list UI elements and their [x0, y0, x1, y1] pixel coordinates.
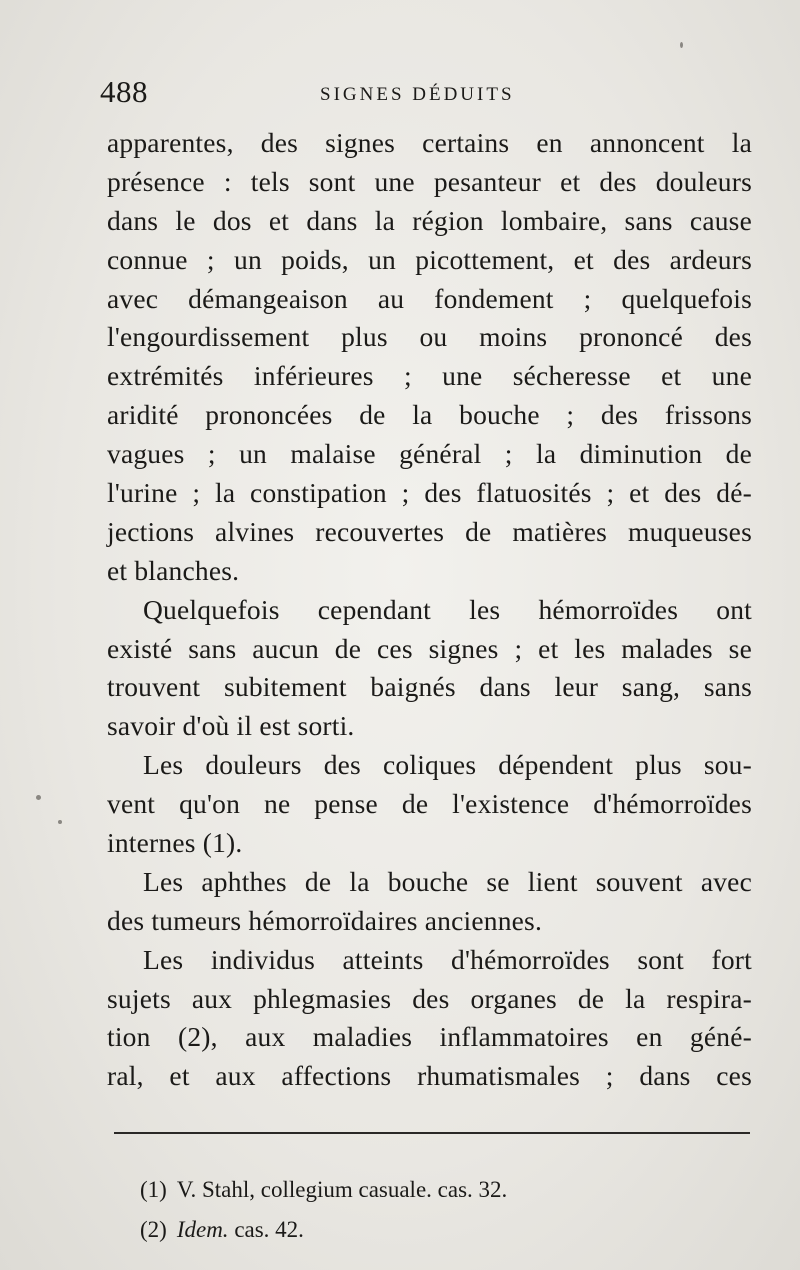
footnote-text: cas. 42. — [234, 1217, 304, 1242]
text-line: vagues ; un malaise général ; la diminution de — [107, 438, 752, 470]
text-line: apparentes, des signes certains en annoncent la — [107, 127, 752, 158]
footnote-1 — [140, 1170, 750, 1210]
text-line: extrémités inférieures ; une sécheresse et une — [107, 360, 752, 392]
text-line: et blanches. — [107, 554, 240, 586]
text-line: sujets aux phlegmasies des organes de la respira- — [107, 982, 752, 1014]
text-line: Les aphthes de la bouche se lient souvent avec — [143, 865, 752, 897]
paper-speck — [58, 820, 62, 824]
text-line: trouvent subitement baignés dans leur sang, sans — [107, 671, 752, 703]
page-number: 488 — [100, 74, 148, 109]
footnote-italic: Idem. — [176, 1217, 229, 1242]
body-text — [107, 124, 752, 1096]
text-line: l'urine ; la constipation ; des flatuosités ; et des dé- — [107, 477, 752, 509]
text-line: avec démangeaison au fondement ; quelquefois — [107, 282, 752, 314]
text-line: savoir d'où il est sorti. — [107, 710, 355, 742]
paper-speck — [680, 42, 683, 48]
running-head: SIGNES DÉDUITS — [320, 84, 515, 105]
text-line: des tumeurs hémorroïdaires anciennes. — [107, 904, 543, 936]
text-line: dans le dos et dans la région lombaire, sans cause — [107, 204, 752, 236]
page-header — [100, 74, 750, 114]
footnote-marker: (1) — [140, 1177, 167, 1202]
footnote-marker: (2) — [140, 1217, 167, 1242]
text-line: vent qu'on ne pense de l'existence d'hémorroïdes — [107, 788, 752, 820]
text-line: l'engourdissement plus ou moins prononcé des — [107, 321, 752, 353]
footnotes — [140, 1170, 750, 1250]
text-line: existé sans aucun de ces signes ; et les malades se — [107, 632, 752, 664]
footnote-text: V. Stahl, collegium casuale. cas. 32. — [176, 1177, 508, 1202]
text-line: Les individus atteints d'hémorroïdes sont fort — [143, 943, 752, 975]
footnote-2 — [140, 1210, 750, 1250]
text-line: aridité prononcées de la bouche ; des frissons — [107, 399, 752, 431]
text-line: jections alvines recouvertes de matières muqueuses — [107, 515, 752, 547]
text-line: ral, et aux affections rhumatismales ; dans ces — [107, 1060, 752, 1092]
text-line: Quelquefois cependant les hémorroïdes ont — [143, 593, 752, 625]
text-line: internes (1). — [107, 827, 243, 859]
text-line: Les douleurs des coliques dépendent plus sou- — [143, 749, 752, 781]
text-line: connue ; un poids, un picottement, et des ardeurs — [107, 243, 752, 275]
text-line: présence : tels sont une pesanteur et des douleurs — [107, 165, 752, 197]
paper-speck — [36, 795, 41, 800]
text-line: tion (2), aux maladies inflammatoires en géné- — [107, 1021, 752, 1053]
footnote-rule — [114, 1132, 750, 1134]
